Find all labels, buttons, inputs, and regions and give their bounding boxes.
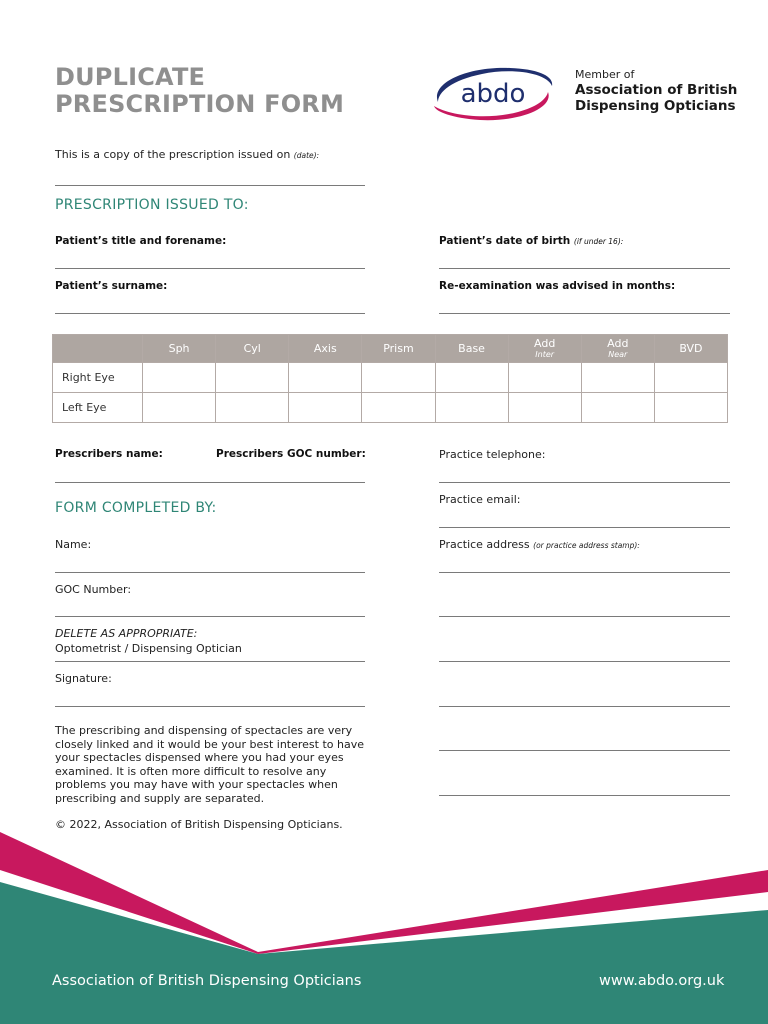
left-sph-cell[interactable]: [143, 393, 216, 423]
right-sph-cell[interactable]: [143, 363, 216, 393]
signature-field[interactable]: [55, 706, 365, 707]
header-axis: Axis: [289, 335, 362, 363]
row-label-left-eye: Left Eye: [53, 393, 143, 423]
row-label-right-eye: Right Eye: [53, 363, 143, 393]
right-bvd-cell[interactable]: [654, 363, 727, 393]
footer-band-graphic: [0, 820, 768, 1024]
intro-text: [55, 148, 319, 161]
header-near-sub: Near: [608, 349, 628, 359]
date-issued-line[interactable]: [55, 185, 365, 186]
issued-to-heading: PRESCRIPTION ISSUED TO:: [55, 197, 249, 213]
logo-wordmark: abdo: [460, 79, 526, 109]
address-line-1[interactable]: [439, 572, 730, 573]
footer-website-link[interactable]: www.abdo.org.uk: [599, 973, 725, 989]
header-add-near: [581, 335, 654, 363]
completed-goc-label: GOC Number:: [55, 583, 132, 596]
header-add-near-label: Add: [607, 336, 629, 350]
practice-telephone-label: Practice telephone:: [439, 448, 546, 461]
address-line-5[interactable]: [439, 750, 730, 751]
left-prism-cell[interactable]: [362, 393, 435, 423]
surname-label: Patient’s surname:: [55, 280, 168, 292]
dob-label-text: Patient’s date of birth: [439, 235, 571, 247]
dob-field[interactable]: [439, 268, 730, 269]
header-add-inter-label: Add: [534, 336, 556, 350]
association-line-1: Association of British: [575, 82, 738, 98]
practice-telephone-field[interactable]: [439, 482, 730, 483]
completed-name-label: Name:: [55, 538, 92, 551]
prescriber-field[interactable]: [55, 482, 365, 483]
completed-by-heading: FORM COMPLETED BY:: [55, 500, 217, 516]
title-forename-field[interactable]: [55, 268, 365, 269]
table-row-right-eye: [53, 363, 728, 393]
practice-email-label: Practice email:: [439, 493, 521, 506]
abdo-logo: [430, 62, 556, 126]
table-header-blank: [53, 335, 143, 363]
right-prism-cell[interactable]: [362, 363, 435, 393]
table-row-left-eye: [53, 393, 728, 423]
header-add-inter: [508, 335, 581, 363]
role-field[interactable]: [55, 661, 365, 662]
address-line-2[interactable]: [439, 616, 730, 617]
delete-appropriate-note: DELETE AS APPROPRIATE:: [55, 627, 198, 640]
address-line-3[interactable]: [439, 661, 730, 662]
reexam-label: Re-examination was advised in months:: [439, 280, 676, 292]
practice-email-field[interactable]: [439, 527, 730, 528]
footer-org-name: Association of British Dispensing Opticians: [52, 973, 362, 989]
practice-address-label: [439, 538, 640, 551]
header-prism: Prism: [362, 335, 435, 363]
left-axis-cell[interactable]: [289, 393, 362, 423]
association-line-2: Dispensing Opticians: [575, 98, 736, 114]
header-base: Base: [435, 335, 508, 363]
header-sph: Sph: [143, 335, 216, 363]
left-add-near-cell[interactable]: [581, 393, 654, 423]
dob-label: [439, 235, 623, 247]
right-base-cell[interactable]: [435, 363, 508, 393]
completed-name-field[interactable]: [55, 572, 365, 573]
title-line-2: PRESCRIPTION FORM: [55, 90, 345, 118]
surname-field[interactable]: [55, 313, 365, 314]
right-add-inter-cell[interactable]: [508, 363, 581, 393]
intro-label: This is a copy of the prescription issued on: [55, 148, 291, 161]
role-options[interactable]: Optometrist / Dispensing Optician: [55, 642, 242, 655]
completed-goc-field[interactable]: [55, 616, 365, 617]
practice-address-note: (or practice address stamp):: [533, 541, 640, 550]
dob-note: (if under 16):: [573, 237, 624, 246]
header-inter-sub: Inter: [535, 349, 555, 359]
title-forename-label: Patient’s title and forename:: [55, 235, 227, 247]
header-bvd: BVD: [654, 335, 727, 363]
disclaimer-text: The prescribing and dispensing of spectacles are very closely linked and it would be your best interest to have your spectacles dispensed where you had your eyes examined. It is often more difficult to resolve any problems you may have with your spectacles when prescribing and supply are separated.: [55, 724, 364, 805]
right-axis-cell[interactable]: [289, 363, 362, 393]
left-cyl-cell[interactable]: [216, 393, 289, 423]
reexam-field[interactable]: [439, 313, 730, 314]
signature-label: Signature:: [55, 672, 112, 685]
practice-address-text: Practice address: [439, 538, 530, 551]
page-title: [55, 64, 395, 118]
address-line-6[interactable]: [439, 795, 730, 796]
intro-date-note: (date):: [293, 151, 320, 160]
association-name: [575, 82, 737, 114]
table-header-row: [53, 335, 728, 363]
right-cyl-cell[interactable]: [216, 363, 289, 393]
header-cyl: Cyl: [216, 335, 289, 363]
left-bvd-cell[interactable]: [654, 393, 727, 423]
title-line-1: DUPLICATE: [55, 63, 206, 91]
address-line-4[interactable]: [439, 706, 730, 707]
member-of-label: Member of: [575, 68, 635, 81]
prescription-table: [52, 334, 728, 423]
left-add-inter-cell[interactable]: [508, 393, 581, 423]
copyright-text: © 2022, Association of British Dispensing Opticians.: [55, 818, 343, 831]
right-add-near-cell[interactable]: [581, 363, 654, 393]
left-base-cell[interactable]: [435, 393, 508, 423]
prescriber-goc-label: Prescribers GOC number:: [216, 448, 366, 460]
prescriber-name-label: Prescribers name:: [55, 448, 163, 460]
